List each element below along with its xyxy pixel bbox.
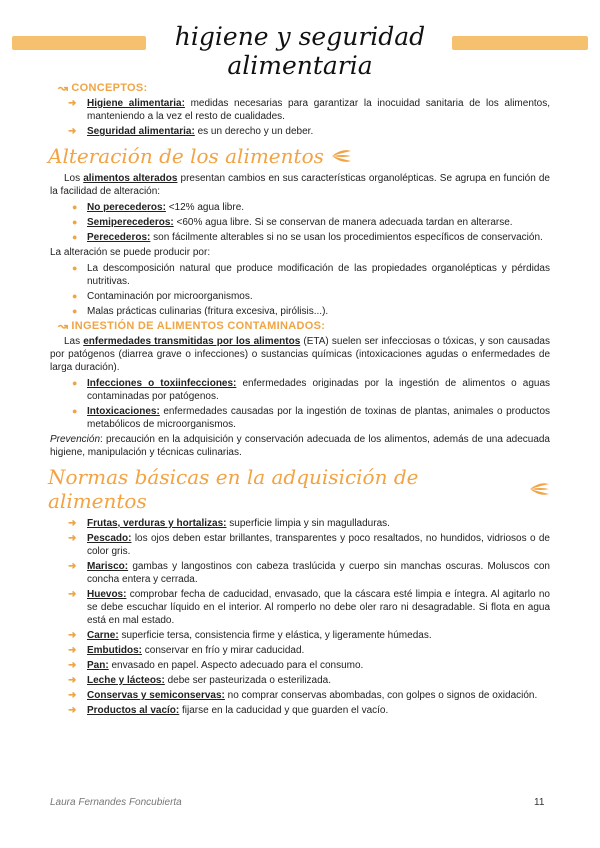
list-item: ➜ Pan: envasado en papel. Aspecto adecuado para el consumo. [68, 660, 364, 671]
document-body [50, 80, 550, 719]
normas-list [50, 517, 550, 717]
arrow-right-icon: ➜ [68, 561, 77, 572]
alteracion-intro: Los alimentos alterados presentan cambios en sus características organolépticas. Se agrupa en función de la facilidad de alteración: [50, 173, 550, 197]
list-item: ➜ Conservas y semiconservas: no comprar conservas abombadas, con golpes o signos de oxidación. [68, 690, 538, 701]
arrow-right-icon: ➜ [68, 690, 77, 701]
arrow-right-icon: ➜ [68, 660, 77, 671]
list-item: ● Semiperecederos: <60% agua libre. Si se conservan de manera adecuada tardan en alterarse. [72, 217, 513, 228]
dot-icon: ● [72, 291, 78, 301]
page-title: higiene y seguridad alimentaria [174, 22, 426, 80]
curved-arrow-icon: ↝ [58, 319, 69, 333]
footer-author: Laura Fernandes Foncubierta [50, 797, 182, 808]
wing-icon [528, 481, 550, 497]
list-item: ● Infecciones o toxiinfecciones: enfermedades originadas por la ingestión de alimentos o aguas contaminadas por patógenos. [72, 378, 551, 402]
list-item: ● Intoxicaciones: enfermedades causadas por la ingestión de toxinas de plantas, animales o productos metabólicos de microorganismos. [72, 406, 550, 430]
conceptos-heading: ↝ CONCEPTOS: [58, 81, 148, 95]
list-item: ➜ Embutidos: conservar en frío y mirar caducidad. [68, 645, 305, 656]
title-bar-left [12, 36, 146, 50]
ingestion-intro: Las enfermedades transmitidas por los alimentos (ETA) suelen ser infecciosas o tóxicas, y son causadas por patógenos (diarrea grave o infecciones) o sustancias químicas (intoxicaciones agudas o enfermedades de larga duración). [50, 336, 550, 373]
list-item: ● Contaminación por microorganismos. [72, 291, 253, 302]
arrow-right-icon: ➜ [68, 126, 77, 137]
arrow-right-icon: ➜ [68, 518, 77, 529]
dot-icon: ● [72, 263, 78, 273]
list-item: ➜ Pescado: los ojos deben estar brillantes, transparentes y poco resaltados, no hundidos, vidriosos o de color gris. [68, 533, 550, 557]
causes-intro: La alteración se puede producir por: [50, 247, 211, 258]
list-item: ➜ Frutas, verduras y hortalizas: superficie limpia y sin magulladuras. [68, 518, 390, 529]
dot-icon: ● [72, 306, 78, 316]
dot-icon: ● [72, 406, 78, 416]
normas-heading: Normas básicas en la adquisición de alimentos [48, 465, 550, 513]
dot-icon: ● [72, 202, 78, 212]
title-bar-right [452, 36, 588, 50]
list-item: ➜ Leche y lácteos: debe ser pasteurizada o esterilizada. [68, 675, 332, 686]
list-item: ● No perecederos: <12% agua libre. [72, 202, 245, 213]
conceptos-list [50, 97, 550, 138]
list-item: ● Malas prácticas culinarias (fritura excesiva, pirólisis...). [72, 306, 329, 317]
arrow-right-icon: ➜ [68, 645, 77, 656]
list-item: ● La descomposición natural que produce modificación de las propiedades organolépticas y pérdidas nutritivas. [72, 263, 550, 287]
arrow-right-icon: ➜ [68, 589, 77, 600]
dot-icon: ● [72, 232, 78, 242]
list-item: ● Perecederos: son fácilmente alterables si no se usan los procedimientos específicos de conservación. [72, 232, 543, 243]
list-item: ➜ Marisco: gambas y langostinos con cabeza traslúcida y cuerpo sin manchas oscuras. Moluscos con concha entera y cerrada. [68, 561, 550, 585]
list-item: ➜ Productos al vacío: fijarse en la caducidad y que guarden el vacío. [68, 705, 389, 716]
arrow-right-icon: ➜ [68, 98, 77, 109]
arrow-right-icon: ➜ [68, 533, 77, 544]
causes-list [50, 262, 550, 318]
list-item: ➜ Carne: superficie tersa, consistencia firme y elástica, y ligeramente húmedas. [68, 630, 432, 641]
arrow-right-icon: ➜ [68, 705, 77, 716]
list-item: ➜ Higiene alimentaria: medidas necesarias para garantizar la inocuidad sanitaria de los alimentos, manteniendo a la vez el resto de cualidades. [68, 98, 550, 122]
page-number: 11 [534, 797, 545, 808]
arrow-right-icon: ➜ [68, 675, 77, 686]
ingestion-list [50, 377, 550, 431]
dot-icon: ● [72, 378, 78, 388]
alteracion-list [50, 201, 550, 244]
dot-icon: ● [72, 217, 78, 227]
list-item: ➜ Seguridad alimentaria: es un derecho y un deber. [68, 126, 314, 137]
ingestion-heading: ↝ INGESTIÓN DE ALIMENTOS CONTAMINADOS: [58, 319, 326, 333]
arrow-right-icon: ➜ [68, 630, 77, 641]
wing-icon [330, 148, 352, 164]
list-item: ➜ Huevos: comprobar fecha de caducidad, envasado, que la cáscara esté limpia e íntegra. Al agitarlo no se debe escuchar líquido en el interior. Al romperlo no debe oler raro ni desagradable. Si flota en agua está en mal estado. [68, 589, 550, 626]
prevention-paragraph: Prevención: precaución en la adquisición y conservación adecuada de los alimentos, además de una adecuada higiene, manipulación y técnicas culinarias. [50, 434, 550, 458]
alteracion-heading: Alteración de los alimentos [48, 144, 550, 168]
curved-arrow-icon: ↝ [58, 81, 69, 95]
